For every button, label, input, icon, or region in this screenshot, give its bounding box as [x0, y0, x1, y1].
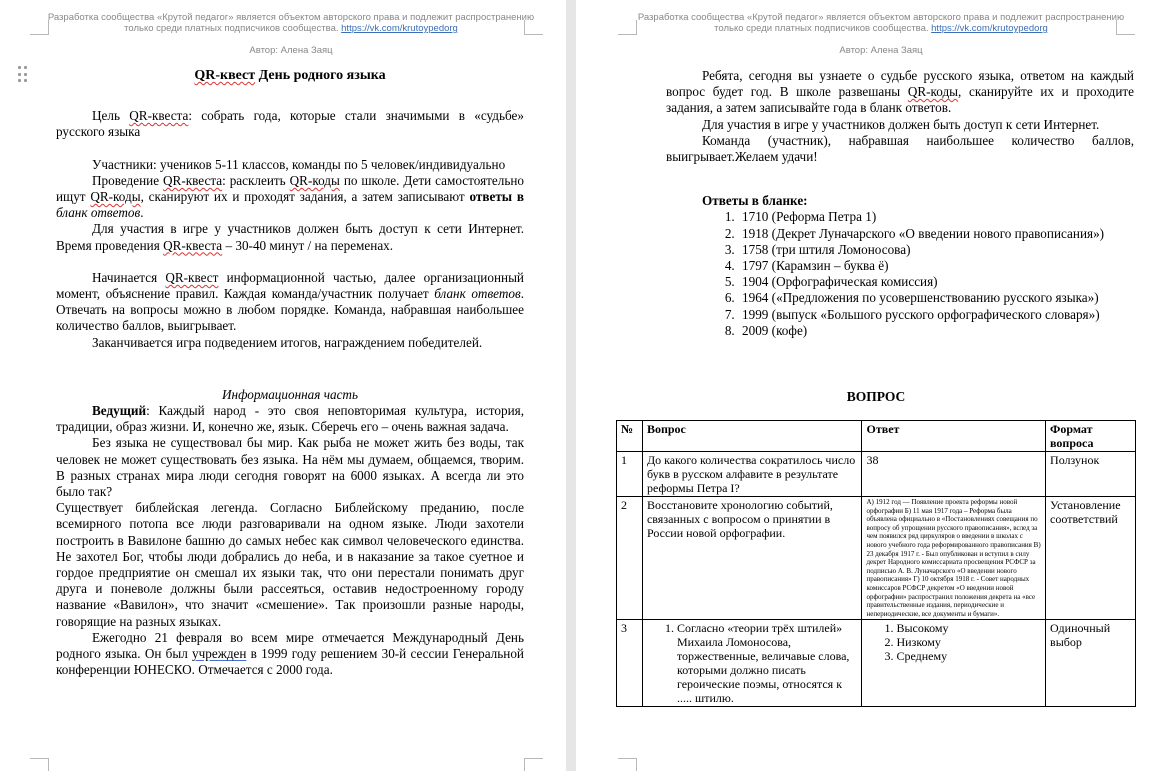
page-header: [40, 12, 542, 34]
answer-cell: А) 1912 год — Появление проекта реформы новой орфографии Б) 11 мая 1917 года – Реформа была объявлена официально в «Постановлениях совещания по вопросу об упрощении русского правописания», вслед за чем появился ряд циркуляров о введении в школах с нового учебного года реформированного правописания В) 23 декабря 1917 г. - Был опубликован и вступил в силу декрет Народного комиссариата просвещения РСФСР за подписью А. В. Луначарского «О введении нового правописания» Г) 10 октября 1918 г. - Совет народных комиссаров РСФСР декретом «О введении новой орфографии» распространил положения декрета на «все правительственные издания, периодические и непериодические, все документы и бумаги».: [862, 497, 1046, 620]
participants-paragraph: Участники: учеников 5-11 классов, команды по 5 человек/индивидуально: [92, 156, 506, 172]
info-heading: Информационная часть: [222, 386, 358, 402]
intro-paragraph: Ребята, сегодня вы узнаете о судьбе русского языка, ответом на каждый вопрос будет год. В школе развешаны QR-коды, сканируйте их и проходите задания, а затем записывайте года в бланк ответов.: [666, 68, 1134, 116]
list-item: 4. 1797 (Карамзин – буква ё): [738, 258, 1134, 274]
drag-handle-icon[interactable]: [18, 66, 28, 84]
right-page-body: [666, 68, 1134, 339]
table-header-row: [617, 421, 1136, 452]
format-cell: Одиночный выбор: [1046, 620, 1136, 707]
list-item: 3. 1758 (три штиля Ломоносова): [738, 242, 1134, 258]
list-item: 6. 1964 («Предложения по усовершенствованию русского языка»): [738, 290, 1134, 306]
list-item: 1. 1710 (Реформа Петра 1): [738, 209, 1134, 225]
conduct-paragraph: Проведение QR-квеста: расклеить QR-коды по школе. Дети самостоятельно ищут QR-коды, сканируют их и проходят задания, а затем записывают ответы в бланк ответов.: [56, 172, 525, 221]
goal-paragraph: Цель QR-квеста: собрать года, которые стали значимыми в «судьбе» русского языка: [56, 108, 524, 140]
vk-link[interactable]: https://vk.com/krutoypedorg: [341, 23, 458, 34]
answers-list: [666, 209, 1134, 339]
list-item: 5. 1904 (Орфографическая комиссия): [738, 274, 1134, 290]
table-row: [617, 497, 1136, 620]
list-item: 7. 1999 (выпуск «Большого русского орфографического словаря»): [738, 307, 1134, 323]
fish-paragraph: Без языка не существовал бы мир. Как рыба не может жить без воды, так человек не может существовать без языка. На нём мы думаем, общаемся, творим. В разных странах мира люди сегодня говорят на 6000 языках. А всегда ли это было так?: [56, 435, 524, 500]
question-text: 1. Согласно «теории трёх штилей» Михаила Ломоносова, торжественные, величавые слова, которыми должно писать героические поэмы, относятся к ..... штилю.: [677, 621, 858, 705]
row-number: 2: [617, 497, 643, 620]
answer-option: 1. Высокому: [896, 621, 1041, 635]
crop-mark: [618, 758, 637, 771]
legend-paragraph: Существует библейская легенда. Согласно Библейскому преданию, после всемирного потопа все люди разговаривали на одном языке. Люди захотели построить в Вавилоне башню до самых небес как символ человеческого единства. Не захотел Бог, чтобы люди добрались до неба, и в наказание за такое суетное и гордое предприятие он смешал их языки так, что они перестали понимать друг друга и поневоле должны были рассеяться, оставив недостроенному городу название «Вавилон», что значит «смешение». Так произошли разные народы, говорящие на разных языках.: [56, 500, 524, 629]
question-cell: До какого количества сократилось число букв в русском алфавите в результате реформы Петра I?: [642, 452, 862, 497]
internet-paragraph: Для участия в игре у участников должен быть доступ к сети Интернет.: [702, 116, 1100, 132]
copyright-notice: Разработка сообщества «Крутой педагог» является объектом авторского права и подлежит распространению: [637, 12, 1125, 23]
language-day-paragraph: Ежегодно 21 февраля во всем мире отмечается Международный День родного языка. Он был учрежден в 1999 году решением 30-й сессии Генеральной конференции ЮНЕСКО. Отмечается с 2000 года.: [56, 629, 524, 678]
answers-heading: Ответы в бланке:: [702, 193, 808, 209]
author-line: Автор: Алена Заяц: [249, 45, 333, 56]
row-number: 3: [617, 620, 643, 707]
question-heading: ВОПРОС: [846, 389, 906, 404]
end-paragraph: Заканчивается игра подведением итогов, награждением победителей.: [92, 334, 483, 350]
column-header: Вопрос: [642, 421, 862, 452]
answer-option: 3. Среднему: [896, 649, 1041, 663]
team-paragraph: Команда (участник), набравшая наибольшее количество баллов, выигрывает.Желаем удачи!: [666, 132, 1134, 165]
copyright-notice: Разработка сообщества «Крутой педагог» является объектом авторского права и подлежит распространению: [47, 12, 535, 23]
answer-cell: [862, 620, 1046, 707]
table-row: [617, 620, 1136, 707]
start-paragraph: Начинается QR-квест информационной частью, далее организационный момент, объяснение правил. Каждая команда/участник получает бланк ответов. Отвечать на вопросы можно в любом порядке. Команда, набравшая наибольшее количество баллов, выигрывает.: [56, 269, 524, 334]
format-cell: Ползунок: [1046, 452, 1136, 497]
answer-cell: 38: [862, 452, 1046, 497]
column-header: Ответ: [862, 421, 1046, 452]
column-header: Формат вопроса: [1046, 421, 1136, 452]
table-row: [617, 452, 1136, 497]
copyright-notice-line2: только среди платных подписчиков сообщества.: [124, 23, 339, 34]
doc-title: QR-квест День родного языка: [194, 68, 386, 83]
left-page-body: [56, 68, 524, 679]
crop-mark: [30, 758, 49, 771]
list-item: 2. 1918 (Декрет Луначарского «О введении нового правописания»): [738, 226, 1134, 242]
author-line: Автор: Алена Заяц: [839, 45, 923, 56]
question-cell: Восстановите хронологию событий, связанных с вопросом о принятии в России новой орфографии.: [642, 497, 862, 620]
copyright-notice-line2: только среди платных подписчиков сообщества.: [714, 23, 929, 34]
crop-mark: [524, 758, 543, 771]
question-cell: [642, 620, 862, 707]
document-page-right: [576, 0, 1157, 771]
internet-paragraph: Для участия в игре у участников должен быть доступ к сети Интернет. Время проведения QR-квеста – 30-40 минут / на переменах.: [56, 221, 524, 253]
list-item: 8. 2009 (кофе): [738, 323, 1134, 339]
host-paragraph: Ведущий: Каждый народ - это своя неповторимая культура, история, традиции, образ жизни. И, конечно же, язык. Сберечь его – очень важная задача.: [56, 403, 524, 435]
answer-option: 2. Низкому: [896, 635, 1041, 649]
row-number: 1: [617, 452, 643, 497]
questions-table: [616, 420, 1136, 707]
document-page-left: [0, 0, 566, 771]
page-header: [626, 12, 1136, 34]
column-header: №: [617, 421, 643, 452]
vk-link[interactable]: https://vk.com/krutoypedorg: [931, 23, 1048, 34]
format-cell: Установление соответствий: [1046, 497, 1136, 620]
